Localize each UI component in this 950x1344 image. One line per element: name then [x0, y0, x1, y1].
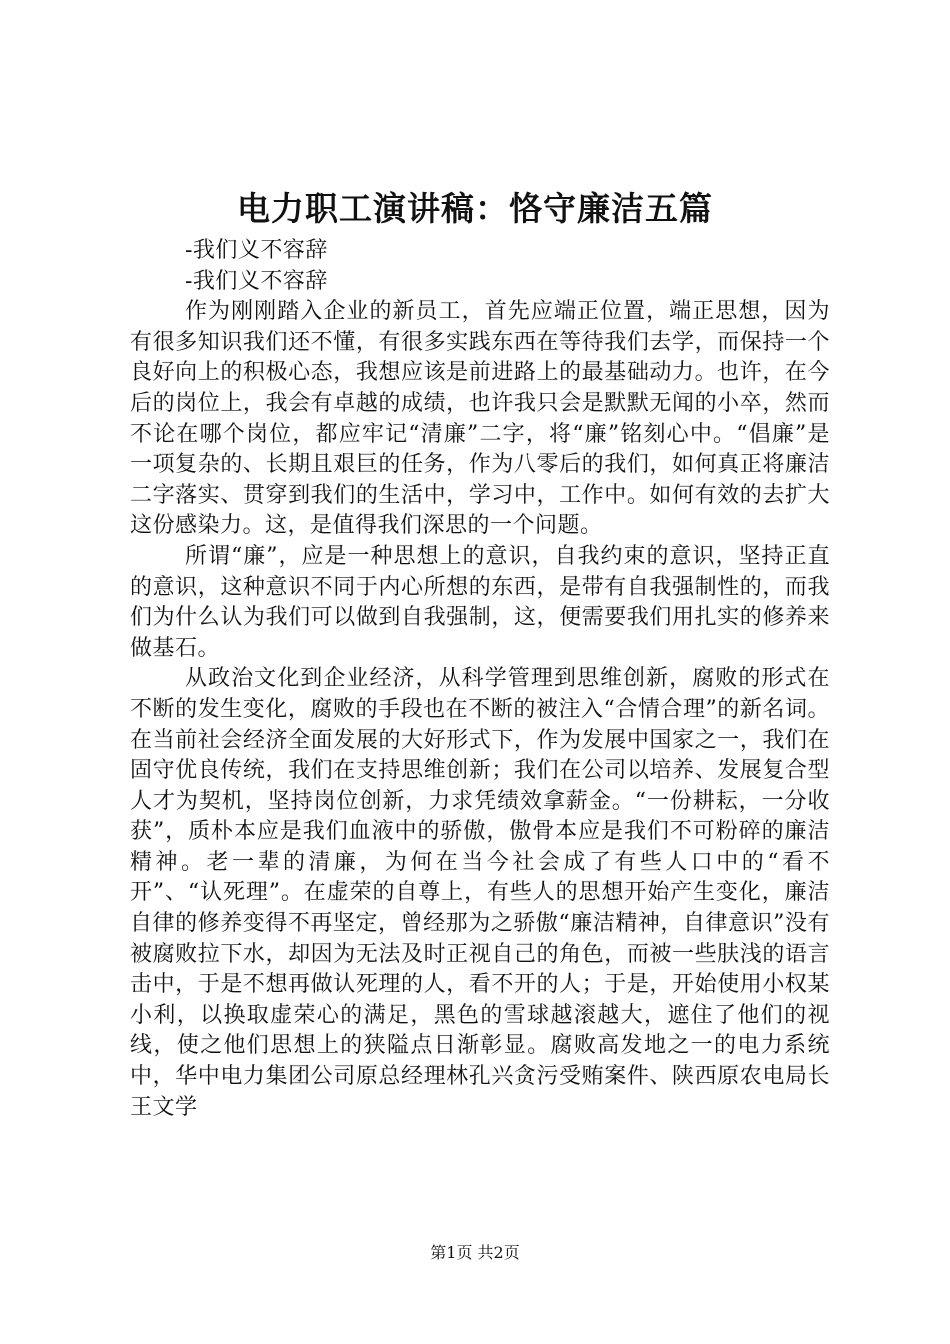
page-footer: 第1页 共2页 [430, 1243, 520, 1262]
paragraph: 作为刚刚踏入企业的新员工，首先应端正位置，端正思想，因为有很多知识我们还不懂，有很多实践东西在等待我们去学，而保持一个良好向上的积极心态，我想应该是前进路上的最基础动力。也许，在今后的岗位上，我会有卓越的成绩，也许我只会是默默无闻的小卒，然而不论在哪个岗位，都应牢记“清廉”二字，将“廉”铭刻心中。“倡廉”是一项复杂的、长期且艰巨的任务，作为八零后的我们，如何真正将廉洁二字落实、贯穿到我们的生活中，学习中，工作中。如何有效的去扩大这份感染力。这，是值得我们深思的一个问题。 [130, 299, 830, 539]
subtitle-line: -我们义不容辞 [185, 238, 328, 263]
paragraph: 所谓“廉”，应是一种思想上的意识，自我约束的意识，坚持正直的意识，这种意识不同于内心所想的东西，是带有自我强制性的，而我们为什么认为我们可以做到自我强制，这，便需要我们用扎实的修养来做基石。 [130, 543, 830, 661]
paragraph: 从政治文化到企业经济，从科学管理到思维创新，腐败的形式在不断的发生变化，腐败的手段也在不断的被注入“合情合理”的新名词。在当前社会经济全面发展的大好形式下，作为发展中国家之一，我们在固守优良传统，我们在支持思维创新；我们在公司以培养、发展复合型人才为契机，坚持岗位创新，力求凭绩效拿薪金。“一份耕耘，一分收获”，质朴本应是我们血液中的骄傲，傲骨本应是我们不可粉碎的廉洁精神。老一辈的清廉，为何在当今社会成了有些人口中的“看不开”、“认死理”。在虚荣的自尊上，有些人的思想开始产生变化，廉洁自律的修养变得不再坚定，曾经那为之骄傲“廉洁精神，自律意识”没有被腐败拉下水，却因为无法及时正视自己的角色，而被一些肤浅的语言击中，于是不想再做认死理的人，看不开的人；于是，开始使用小权某小利，以换取虚荣心的满足，黑色的雪球越滚越大，遮住了他们的视线，使之他们思想上的狭隘点日渐彰显。腐败高发地之一的电力系统中，华中电力集团公司原总经理林孔兴贪污受贿案件、陕西原农电局长王文学 [130, 666, 830, 1120]
document-title: 电力职工演讲稿：恪守廉洁五篇 [237, 189, 713, 228]
subtitle-line: -我们义不容辞 [185, 268, 328, 294]
document-body [130, 236, 830, 1123]
